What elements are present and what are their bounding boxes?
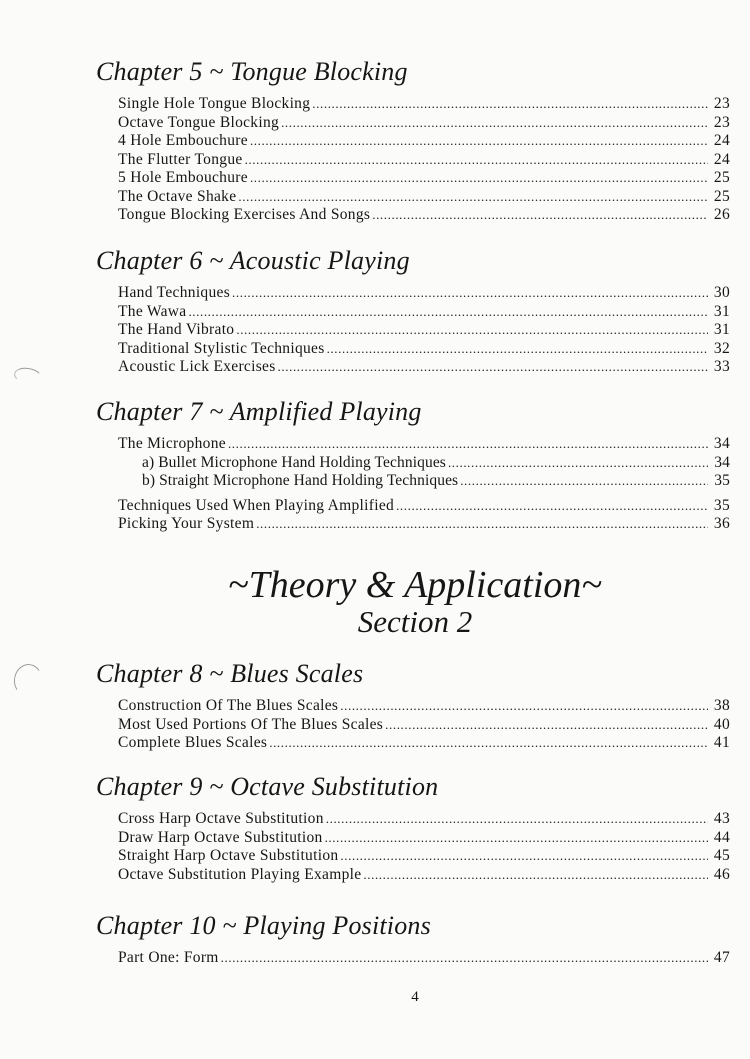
entry-text: Construction Of The Blues Scales: [118, 697, 339, 714]
entry-text: b) Straight Microphone Hand Holding Techniques: [142, 472, 459, 489]
toc-entry[interactable]: [118, 284, 730, 303]
chapter-title: Chapter 9 ~ Octave Substitution: [96, 772, 439, 801]
toc-entry[interactable]: [118, 866, 730, 885]
entry-text: The Flutter Tongue: [118, 150, 243, 168]
entry-text: Complete Blues Scales: [118, 734, 268, 751]
entry-list: [96, 435, 736, 534]
dot-leader: [228, 435, 708, 454]
dot-leader: [221, 949, 708, 968]
dot-leader: [325, 829, 708, 848]
entry-text: Acoustic Lick Exercises: [118, 358, 276, 375]
toc-entry[interactable]: [118, 810, 730, 829]
section-title: ~Theory & Application~: [228, 564, 602, 606]
toc-entry[interactable]: [118, 151, 730, 170]
entry-page-number: 38: [713, 697, 730, 714]
chapter-10-block: [96, 911, 736, 968]
entry-page-number: 47: [713, 949, 730, 966]
entry-text: Techniques Used When Playing Amplified: [118, 496, 395, 514]
entry-page-number: 33: [713, 358, 730, 375]
entry-page-number: 46: [713, 865, 730, 883]
toc-entry[interactable]: [118, 188, 730, 207]
toc-entry[interactable]: [118, 206, 730, 225]
toc-entry[interactable]: [118, 497, 730, 516]
toc-entry[interactable]: [118, 114, 730, 133]
chapter-title: Chapter 6 ~ Acoustic Playing: [96, 246, 410, 275]
toc-entry[interactable]: [118, 716, 730, 735]
entry-text: Single Hole Tongue Blocking: [118, 95, 311, 112]
entry-text: 4 Hole Embouchure: [118, 132, 248, 149]
dot-leader: [188, 303, 708, 322]
toc-subentry[interactable]: [142, 472, 730, 491]
entry-list: [96, 949, 736, 968]
chapter-9-block: [96, 772, 736, 884]
dot-leader: [232, 284, 708, 303]
toc-entry[interactable]: [118, 829, 730, 848]
dot-leader: [372, 206, 708, 225]
entry-page-number: 32: [713, 339, 730, 357]
toc-entry[interactable]: [118, 169, 730, 188]
entry-page-number: 31: [713, 321, 730, 338]
dot-leader: [281, 114, 708, 133]
dot-leader: [256, 515, 708, 534]
dot-leader: [363, 866, 708, 885]
chapter-5-block: [96, 57, 736, 225]
chapter-title: Chapter 8 ~ Blues Scales: [96, 659, 364, 688]
chapter-title: Chapter 7 ~ Amplified Playing: [96, 397, 422, 426]
dot-leader: [326, 810, 708, 829]
toc-entry[interactable]: [118, 358, 730, 377]
entry-text: Picking Your System: [118, 515, 255, 532]
entry-text: The Hand Vibrato: [118, 321, 235, 338]
entry-text: The Wawa: [118, 302, 187, 320]
toc-entry[interactable]: [118, 340, 730, 359]
entry-page-number: 45: [713, 847, 730, 864]
entry-page-number: 26: [713, 206, 730, 223]
entry-page-number: 36: [713, 515, 730, 532]
dot-leader: [245, 151, 708, 170]
section-subtitle: Section 2: [357, 604, 473, 639]
chapter-8-block: [96, 659, 736, 753]
chapter-title: Chapter 10 ~ Playing Positions: [96, 911, 431, 940]
entry-page-number: 23: [713, 95, 730, 112]
entry-page-number: 34: [714, 453, 730, 471]
entry-list: [96, 810, 736, 884]
entry-text: Cross Harp Octave Substitution: [118, 810, 324, 827]
entry-list: [96, 697, 736, 753]
entry-page-number: 43: [713, 810, 730, 827]
entry-text: The Octave Shake: [118, 187, 237, 205]
dot-leader: [236, 321, 708, 340]
toc-entry[interactable]: [118, 847, 730, 866]
entry-page-number: 41: [713, 734, 730, 751]
binder-hole-mark: [13, 366, 43, 387]
toc-subentry[interactable]: [142, 454, 730, 473]
entry-page-number: 35: [713, 496, 730, 514]
entry-page-number: 34: [713, 435, 730, 452]
toc-entry[interactable]: [118, 303, 730, 322]
dot-leader: [460, 472, 708, 491]
entry-text: The Microphone: [118, 435, 226, 452]
entry-text: Straight Harp Octave Substitution: [118, 847, 339, 864]
entry-page-number: 23: [713, 113, 730, 131]
entry-text: Draw Harp Octave Substitution: [118, 828, 323, 846]
dot-leader: [250, 169, 708, 188]
dot-leader: [278, 358, 708, 377]
entry-page-number: 35: [714, 472, 730, 489]
chapter-title: Chapter 5 ~ Tongue Blocking: [96, 57, 408, 86]
entry-page-number: 25: [713, 187, 730, 205]
entry-page-number: 25: [713, 169, 730, 186]
toc-entry[interactable]: [118, 95, 730, 114]
dot-leader: [312, 95, 708, 114]
entry-text: Most Used Portions Of The Blues Scales: [118, 715, 384, 733]
page-number: 4: [411, 989, 419, 1005]
toc-entry[interactable]: [118, 734, 730, 753]
entry-text: a) Bullet Microphone Hand Holding Techniques: [142, 453, 446, 471]
entry-page-number: 24: [713, 150, 730, 168]
dot-leader: [340, 697, 708, 716]
entry-text: Hand Techniques: [118, 284, 231, 301]
toc-entry[interactable]: [118, 949, 730, 968]
entry-list: [96, 284, 736, 377]
dot-leader: [396, 497, 708, 516]
entry-page-number: 30: [713, 284, 730, 301]
entry-page-number: 44: [713, 828, 730, 846]
chapter-6-block: [96, 246, 736, 377]
dot-leader: [238, 188, 708, 207]
entry-text: Part One: Form: [118, 949, 219, 966]
entry-list: [96, 95, 736, 225]
binder-hole-mark: [11, 662, 44, 698]
toc-entry[interactable]: [118, 132, 730, 151]
dot-leader: [385, 716, 708, 735]
entry-page-number: 40: [713, 715, 730, 733]
dot-leader: [327, 340, 708, 359]
entry-page-number: 24: [713, 132, 730, 149]
dot-leader: [250, 132, 708, 151]
entry-text: Traditional Stylistic Techniques: [118, 339, 325, 357]
entry-text: 5 Hole Embouchure: [118, 169, 248, 186]
entry-text: Tongue Blocking Exercises And Songs: [118, 206, 371, 223]
entry-text: Octave Substitution Playing Example: [118, 865, 362, 883]
dot-leader: [340, 847, 708, 866]
toc-entry[interactable]: [118, 321, 730, 340]
entry-text: Octave Tongue Blocking: [118, 113, 280, 131]
toc-entry[interactable]: [118, 515, 730, 534]
dot-leader: [448, 454, 708, 473]
dot-leader: [269, 734, 708, 753]
toc-entry[interactable]: [118, 697, 730, 716]
entry-page-number: 31: [713, 302, 730, 320]
toc-entry[interactable]: [118, 435, 730, 454]
chapter-7-block: [96, 397, 736, 534]
